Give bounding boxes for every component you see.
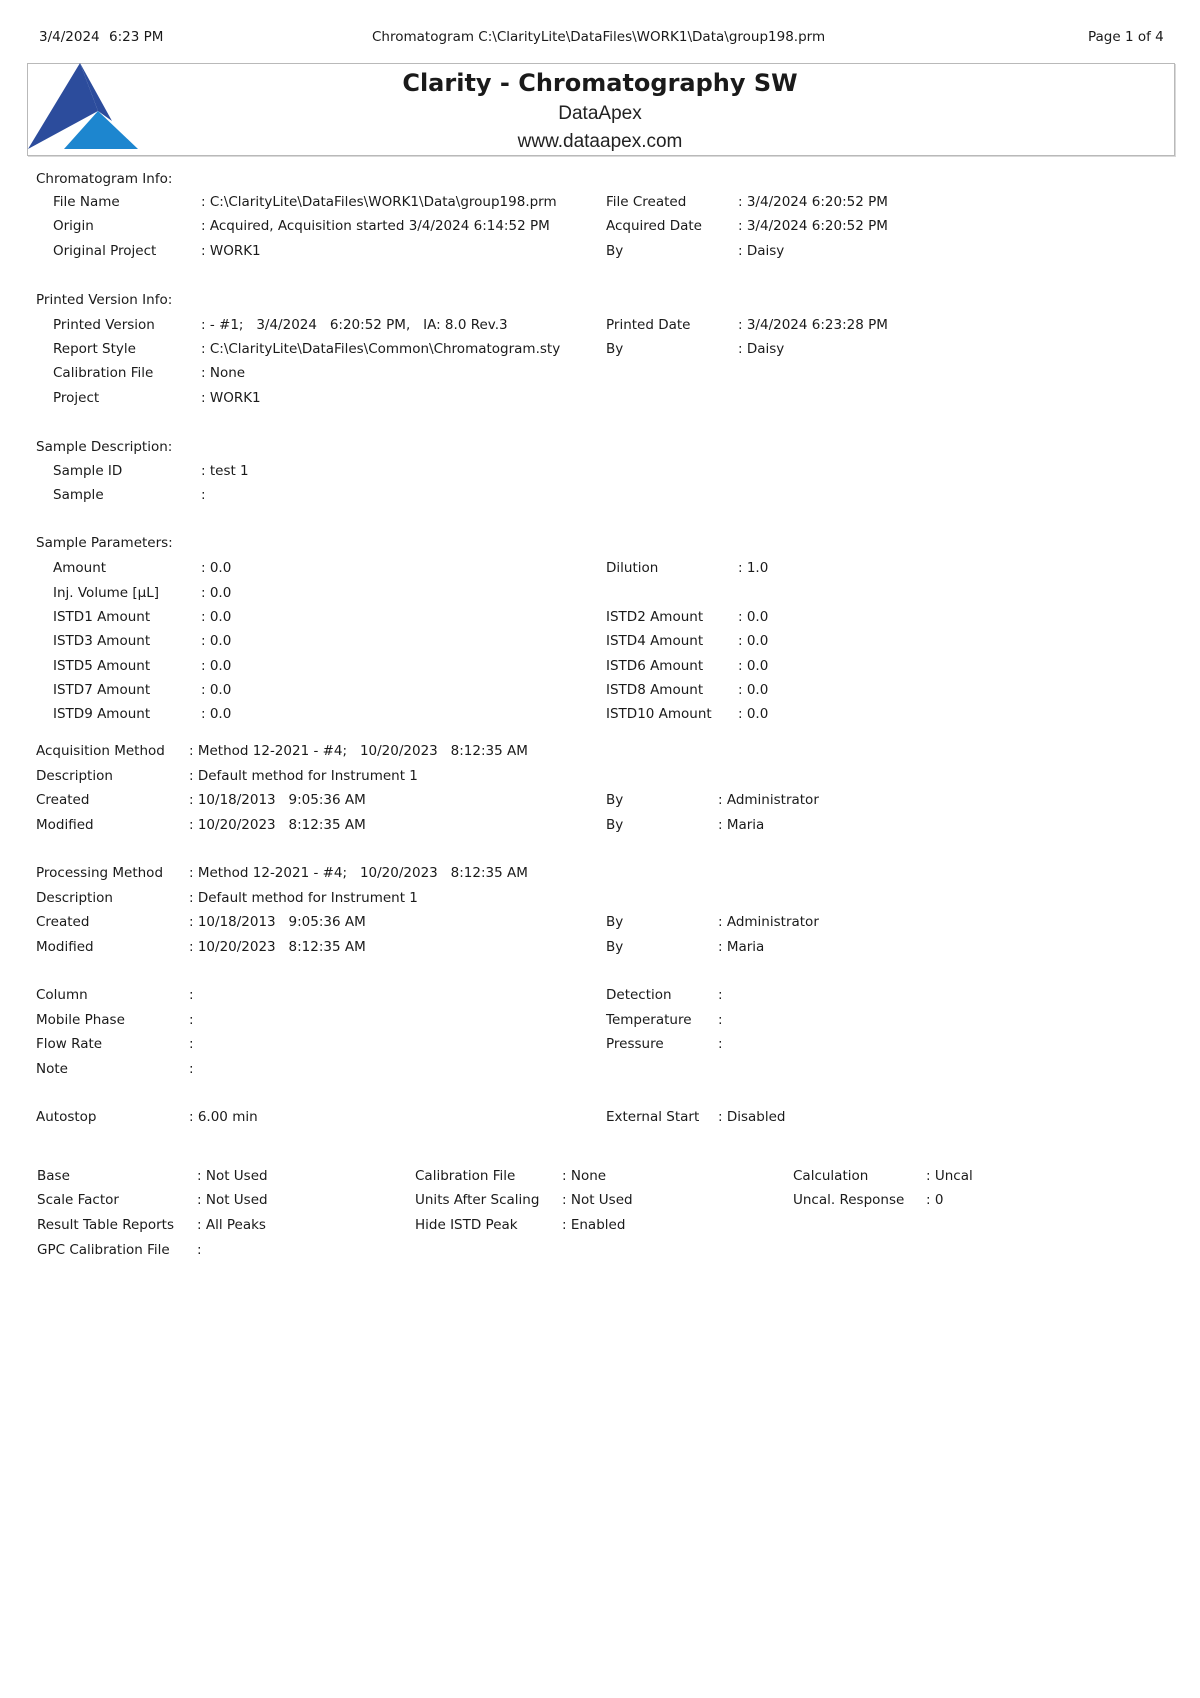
value-units-after-scaling: : Not Used xyxy=(562,1192,633,1208)
label-base: Base xyxy=(37,1168,70,1184)
value-hide-istd-peak: : Enabled xyxy=(562,1217,626,1233)
value-external-start: : Disabled xyxy=(718,1109,786,1125)
label-proc-created: Created xyxy=(36,914,90,930)
value-project: : WORK1 xyxy=(201,390,261,406)
value-sample-id: : test 1 xyxy=(201,463,249,479)
value-printed-by: : Daisy xyxy=(738,341,785,357)
label-printed-date: Printed Date xyxy=(606,317,691,333)
value-istd9: : 0.0 xyxy=(201,706,232,722)
label-gpc-calibration-file: GPC Calibration File xyxy=(37,1242,170,1258)
value-base: : Not Used xyxy=(197,1168,268,1184)
label-result-table-reports: Result Table Reports xyxy=(37,1217,174,1233)
value-proc-modified: : 10/20/2023 8:12:35 AM xyxy=(189,939,366,955)
label-istd10: ISTD10 Amount xyxy=(606,706,712,722)
value-column: : xyxy=(189,987,194,1003)
label-acquired-date: Acquired Date xyxy=(606,218,702,234)
label-uncal-response: Uncal. Response xyxy=(793,1192,905,1208)
label-project: Project xyxy=(53,390,100,406)
label-autostop: Autostop xyxy=(36,1109,97,1125)
value-processing-method: : Method 12-2021 - #4; 10/20/2023 8:12:35 AM xyxy=(189,865,528,881)
value-inj-volume: : 0.0 xyxy=(201,585,232,601)
label-proc-created-by: By xyxy=(606,914,624,930)
value-uncal-response: : 0 xyxy=(926,1192,944,1208)
document-title: Chromatogram C:\ClarityLite\DataFiles\WORK1\Data\group198.prm xyxy=(372,29,826,45)
value-calc-calibration-file: : None xyxy=(562,1168,607,1184)
label-acq-modified-by: By xyxy=(606,817,624,833)
value-istd7: : 0.0 xyxy=(201,682,232,698)
value-amount: : 0.0 xyxy=(201,560,232,576)
label-report-style: Report Style xyxy=(53,341,136,357)
label-calculation: Calculation xyxy=(793,1168,869,1184)
label-proc-modified-by: By xyxy=(606,939,624,955)
value-result-table-reports: : All Peaks xyxy=(197,1217,266,1233)
label-by: By xyxy=(606,243,624,259)
section-sample-parameters: Sample Parameters: xyxy=(36,535,173,551)
value-acq-created: : 10/18/2013 9:05:36 AM xyxy=(189,792,366,808)
label-acquisition-method: Acquisition Method xyxy=(36,743,165,759)
label-istd8: ISTD8 Amount xyxy=(606,682,704,698)
label-column: Column xyxy=(36,987,88,1003)
value-proc-created: : 10/18/2013 9:05:36 AM xyxy=(189,914,366,930)
value-istd5: : 0.0 xyxy=(201,658,232,674)
label-acq-modified: Modified xyxy=(36,817,94,833)
value-istd3: : 0.0 xyxy=(201,633,232,649)
label-proc-modified: Modified xyxy=(36,939,94,955)
label-scale-factor: Scale Factor xyxy=(37,1192,119,1208)
value-file-name: : C:\ClarityLite\DataFiles\WORK1\Data\group198.prm xyxy=(201,194,557,210)
value-istd4: : 0.0 xyxy=(738,633,769,649)
label-dilution: Dilution xyxy=(606,560,659,576)
label-amount: Amount xyxy=(53,560,107,576)
value-acquisition-method: : Method 12-2021 - #4; 10/20/2023 8:12:35 AM xyxy=(189,743,528,759)
label-file-name: File Name xyxy=(53,194,120,210)
label-origin: Origin xyxy=(53,218,94,234)
label-file-created: File Created xyxy=(606,194,687,210)
value-pressure: : xyxy=(718,1036,723,1052)
value-temperature: : xyxy=(718,1012,723,1028)
section-printed-version-info: Printed Version Info: xyxy=(36,292,173,308)
label-printed-by: By xyxy=(606,341,624,357)
value-istd1: : 0.0 xyxy=(201,609,232,625)
value-acq-modified-by: : Maria xyxy=(718,817,765,833)
print-date: 3/4/2024 xyxy=(39,29,100,45)
value-printed-date: : 3/4/2024 6:23:28 PM xyxy=(738,317,888,333)
value-file-created: : 3/4/2024 6:20:52 PM xyxy=(738,194,888,210)
label-proc-description: Description xyxy=(36,890,113,906)
label-flow-rate: Flow Rate xyxy=(36,1036,103,1052)
value-flow-rate: : xyxy=(189,1036,194,1052)
label-istd5: ISTD5 Amount xyxy=(53,658,151,674)
label-istd6: ISTD6 Amount xyxy=(606,658,704,674)
page-number: Page 1 of 4 xyxy=(1088,29,1164,45)
label-pressure: Pressure xyxy=(606,1036,664,1052)
value-istd10: : 0.0 xyxy=(738,706,769,722)
banner-company: DataApex xyxy=(558,103,642,124)
label-mobile-phase: Mobile Phase xyxy=(36,1012,125,1028)
value-gpc-calibration-file: : xyxy=(197,1242,202,1258)
label-istd7: ISTD7 Amount xyxy=(53,682,151,698)
value-printed-version: : - #1; 3/4/2024 6:20:52 PM, IA: 8.0 Rev.3 xyxy=(201,317,508,333)
value-dilution: : 1.0 xyxy=(738,560,769,576)
section-chromatogram-info: Chromatogram Info: xyxy=(36,171,173,187)
section-sample-description: Sample Description: xyxy=(36,439,173,455)
label-istd9: ISTD9 Amount xyxy=(53,706,151,722)
value-acq-description: : Default method for Instrument 1 xyxy=(189,768,418,784)
value-proc-created-by: : Administrator xyxy=(718,914,819,930)
label-istd3: ISTD3 Amount xyxy=(53,633,151,649)
banner-title: Clarity - Chromatography SW xyxy=(402,69,798,97)
label-istd4: ISTD4 Amount xyxy=(606,633,704,649)
value-calibration-file: : None xyxy=(201,365,246,381)
value-calculation: : Uncal xyxy=(926,1168,973,1184)
value-istd8: : 0.0 xyxy=(738,682,769,698)
label-note: Note xyxy=(36,1061,68,1077)
print-time: 6:23 PM xyxy=(109,29,164,45)
banner-website: www.dataapex.com xyxy=(517,131,683,152)
label-temperature: Temperature xyxy=(606,1012,692,1028)
value-by: : Daisy xyxy=(738,243,785,259)
value-acq-created-by: : Administrator xyxy=(718,792,819,808)
value-mobile-phase: : xyxy=(189,1012,194,1028)
label-hide-istd-peak: Hide ISTD Peak xyxy=(415,1217,518,1233)
value-detection: : xyxy=(718,987,723,1003)
value-scale-factor: : Not Used xyxy=(197,1192,268,1208)
value-istd2: : 0.0 xyxy=(738,609,769,625)
value-original-project: : WORK1 xyxy=(201,243,261,259)
value-origin: : Acquired, Acquisition started 3/4/2024 6:14:52 PM xyxy=(201,218,550,234)
value-proc-modified-by: : Maria xyxy=(718,939,765,955)
label-sample-id: Sample ID xyxy=(53,463,123,479)
value-note: : xyxy=(189,1061,194,1077)
value-report-style: : C:\ClarityLite\DataFiles\Common\Chromatogram.sty xyxy=(201,341,561,357)
label-istd1: ISTD1 Amount xyxy=(53,609,151,625)
value-acquired-date: : 3/4/2024 6:20:52 PM xyxy=(738,218,888,234)
value-istd6: : 0.0 xyxy=(738,658,769,674)
label-calc-calibration-file: Calibration File xyxy=(415,1168,516,1184)
label-acq-description: Description xyxy=(36,768,113,784)
label-external-start: External Start xyxy=(606,1109,700,1125)
label-istd2: ISTD2 Amount xyxy=(606,609,704,625)
label-sample: Sample xyxy=(53,487,104,503)
value-sample: : xyxy=(201,487,206,503)
label-original-project: Original Project xyxy=(53,243,157,259)
value-proc-description: : Default method for Instrument 1 xyxy=(189,890,418,906)
label-processing-method: Processing Method xyxy=(36,865,164,881)
value-autostop: : 6.00 min xyxy=(189,1109,258,1125)
label-printed-version: Printed Version xyxy=(53,317,155,333)
label-inj-volume: Inj. Volume [µL] xyxy=(53,585,160,601)
label-acq-created-by: By xyxy=(606,792,624,808)
label-acq-created: Created xyxy=(36,792,90,808)
label-detection: Detection xyxy=(606,987,672,1003)
label-units-after-scaling: Units After Scaling xyxy=(415,1192,540,1208)
value-acq-modified: : 10/20/2023 8:12:35 AM xyxy=(189,817,366,833)
label-calibration-file: Calibration File xyxy=(53,365,154,381)
